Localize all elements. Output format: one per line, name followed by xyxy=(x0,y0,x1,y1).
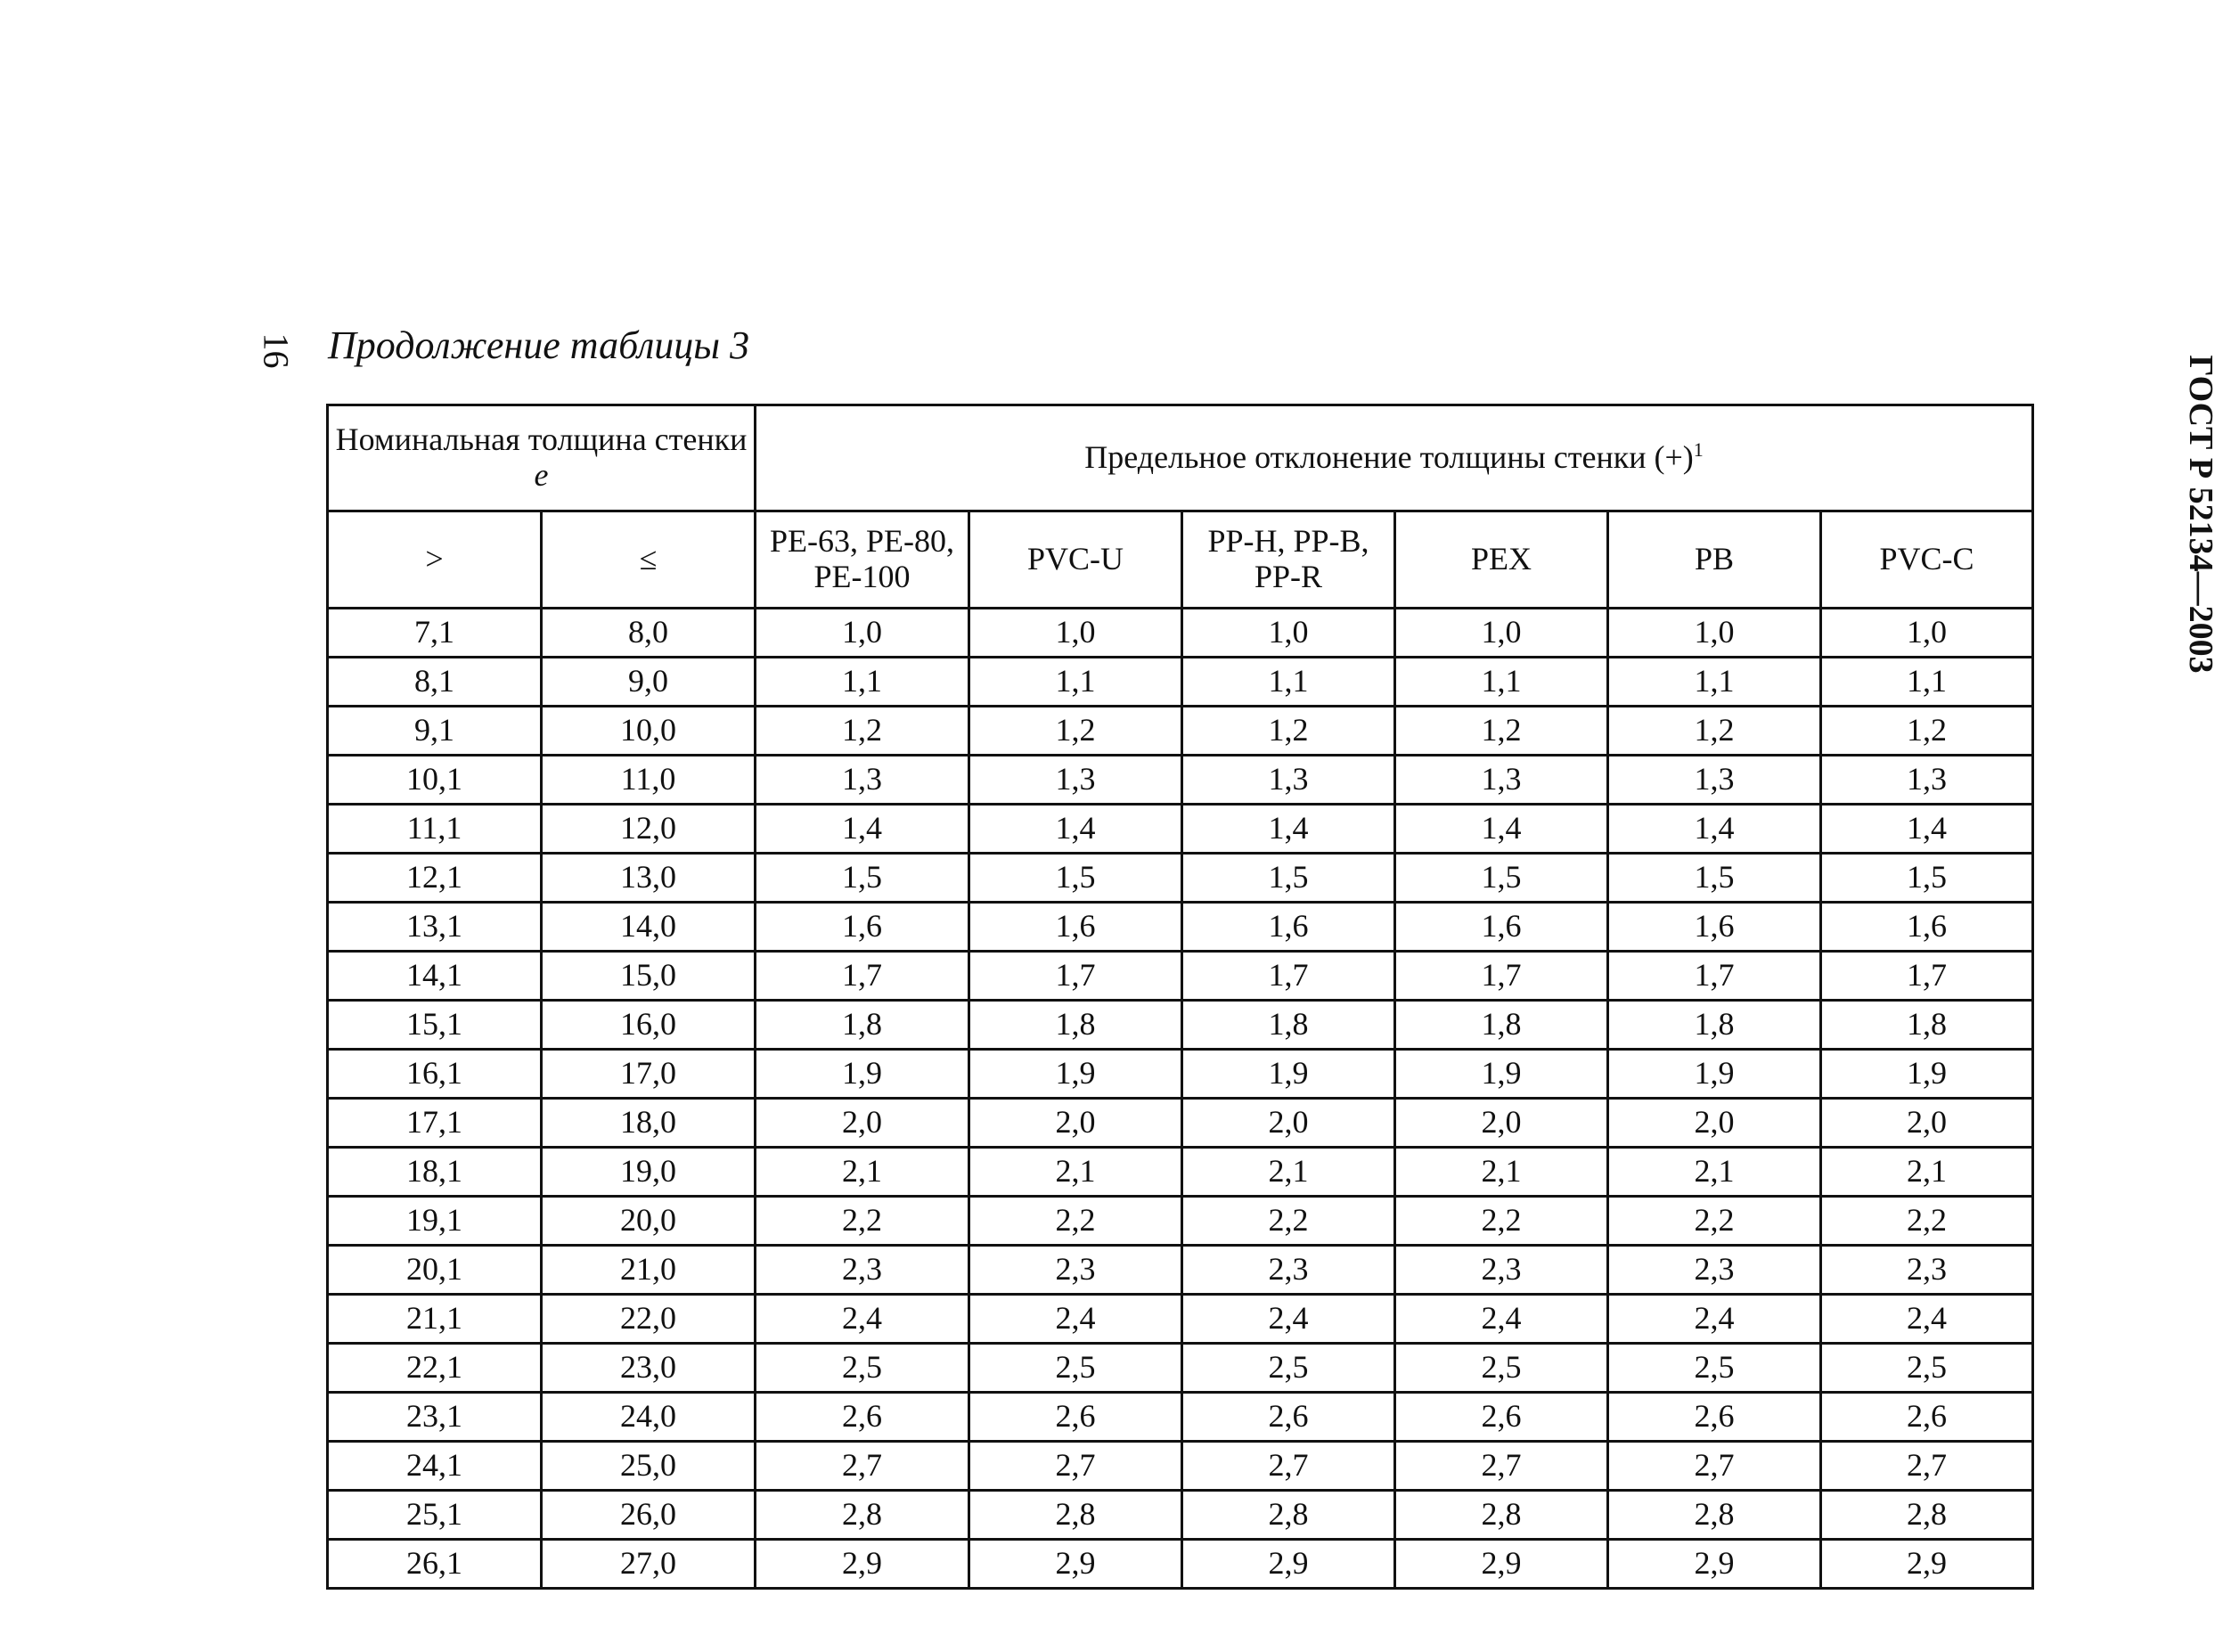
table-cell: 18,0 xyxy=(542,1099,756,1148)
table-cell: 2,1 xyxy=(1821,1148,2033,1197)
table-row xyxy=(328,756,2033,805)
table-cell: 1,3 xyxy=(1821,756,2033,805)
table-cell: 19,1 xyxy=(328,1197,542,1246)
table-cell: 2,5 xyxy=(1608,1344,1821,1393)
table-cell: 1,1 xyxy=(1821,658,2033,707)
table-body xyxy=(328,609,2033,1589)
table-cell: 2,0 xyxy=(1395,1099,1608,1148)
table-cell: 1,7 xyxy=(969,952,1182,1001)
table-cell: 1,3 xyxy=(756,756,969,805)
table-cell: 20,0 xyxy=(542,1197,756,1246)
table-cell: 1,2 xyxy=(1608,707,1821,756)
table-cell: 2,1 xyxy=(1608,1148,1821,1197)
table-cell: 2,0 xyxy=(1182,1099,1395,1148)
table-cell: 8,1 xyxy=(328,658,542,707)
table-cell: 1,9 xyxy=(756,1050,969,1099)
table-cell: 1,5 xyxy=(1182,854,1395,903)
table-row xyxy=(328,707,2033,756)
table-cell: 26,1 xyxy=(328,1540,542,1589)
table-cell: 2,9 xyxy=(1182,1540,1395,1589)
table-cell: 1,0 xyxy=(1608,609,1821,658)
header-nominal-var: e xyxy=(534,457,549,493)
table-cell: 11,0 xyxy=(542,756,756,805)
table-cell: 10,0 xyxy=(542,707,756,756)
table-cell: 1,4 xyxy=(1395,805,1608,854)
table-cell: 2,1 xyxy=(756,1148,969,1197)
table-cell: 9,1 xyxy=(328,707,542,756)
table-cell: 1,2 xyxy=(969,707,1182,756)
table-cell: 10,1 xyxy=(328,756,542,805)
table-cell: 24,1 xyxy=(328,1442,542,1491)
table-cell: 23,1 xyxy=(328,1393,542,1442)
table-row xyxy=(328,609,2033,658)
header-material: PP-H, PP-B, PP-R xyxy=(1182,511,1395,609)
table-cell: 9,0 xyxy=(542,658,756,707)
header-material: PVC-U xyxy=(969,511,1182,609)
table-cell: 2,5 xyxy=(1821,1344,2033,1393)
table-cell: 2,4 xyxy=(969,1295,1182,1344)
table-cell: 2,3 xyxy=(756,1246,969,1295)
table-cell: 1,9 xyxy=(969,1050,1182,1099)
table-cell: 2,8 xyxy=(1182,1491,1395,1540)
table-cell: 1,7 xyxy=(1182,952,1395,1001)
table-row xyxy=(328,1491,2033,1540)
header-deviation-footnote: 1 xyxy=(1693,438,1704,462)
table-row xyxy=(328,1197,2033,1246)
table-cell: 2,2 xyxy=(969,1197,1182,1246)
table-row xyxy=(328,854,2033,903)
table-cell: 2,4 xyxy=(1395,1295,1608,1344)
table-cell: 1,7 xyxy=(1608,952,1821,1001)
table-cell: 1,6 xyxy=(1395,903,1608,952)
table-cell: 14,1 xyxy=(328,952,542,1001)
header-material: PVC-C xyxy=(1821,511,2033,609)
table-cell: 2,1 xyxy=(969,1148,1182,1197)
table-cell: 2,8 xyxy=(1608,1491,1821,1540)
header-material: PE-63, PE-80, PE-100 xyxy=(756,511,969,609)
table-cell: 2,7 xyxy=(1821,1442,2033,1491)
table-cell: 1,2 xyxy=(756,707,969,756)
table-row xyxy=(328,1246,2033,1295)
table-cell: 1,5 xyxy=(1395,854,1608,903)
table-row xyxy=(328,1295,2033,1344)
table-cell: 1,6 xyxy=(1182,903,1395,952)
table-cell: 17,0 xyxy=(542,1050,756,1099)
table-cell: 26,0 xyxy=(542,1491,756,1540)
table-cell: 1,9 xyxy=(1821,1050,2033,1099)
table-row xyxy=(328,805,2033,854)
table-caption: Продолжение таблицы 3 xyxy=(328,323,750,367)
table-cell: 17,1 xyxy=(328,1099,542,1148)
header-material: PEX xyxy=(1395,511,1608,609)
table-cell: 21,1 xyxy=(328,1295,542,1344)
table-row xyxy=(328,1099,2033,1148)
table-cell: 22,0 xyxy=(542,1295,756,1344)
table-cell: 1,8 xyxy=(1608,1001,1821,1050)
table-cell: 1,4 xyxy=(756,805,969,854)
table-cell: 2,9 xyxy=(1395,1540,1608,1589)
table-row xyxy=(328,1540,2033,1589)
table-cell: 13,0 xyxy=(542,854,756,903)
table-cell: 2,7 xyxy=(1395,1442,1608,1491)
table-cell: 2,6 xyxy=(1821,1393,2033,1442)
header-deviation-text: Предельное отклонение толщины стенки (+) xyxy=(1084,439,1694,476)
table-cell: 1,2 xyxy=(1821,707,2033,756)
table-cell: 1,4 xyxy=(1608,805,1821,854)
table-cell: 1,4 xyxy=(969,805,1182,854)
table-cell: 1,0 xyxy=(756,609,969,658)
table-cell: 16,0 xyxy=(542,1001,756,1050)
table-cell: 2,5 xyxy=(1395,1344,1608,1393)
table-cell: 2,2 xyxy=(1182,1197,1395,1246)
table-cell: 1,1 xyxy=(1395,658,1608,707)
table-cell: 2,1 xyxy=(1182,1148,1395,1197)
table-cell: 1,9 xyxy=(1608,1050,1821,1099)
table-cell: 25,1 xyxy=(328,1491,542,1540)
table-cell: 21,0 xyxy=(542,1246,756,1295)
standard-code: ГОСТ Р 52134—2003 xyxy=(2182,355,2219,674)
table-cell: 2,2 xyxy=(1395,1197,1608,1246)
table-cell: 1,4 xyxy=(1821,805,2033,854)
table-cell: 1,3 xyxy=(1182,756,1395,805)
header-material: PB xyxy=(1608,511,1821,609)
table-cell: 1,2 xyxy=(1182,707,1395,756)
table-cell: 2,3 xyxy=(1395,1246,1608,1295)
table-cell: 2,3 xyxy=(1821,1246,2033,1295)
header-deviation xyxy=(756,405,2033,511)
table-row xyxy=(328,1050,2033,1099)
table-cell: 15,0 xyxy=(542,952,756,1001)
table-cell: 1,0 xyxy=(969,609,1182,658)
table-cell: 1,5 xyxy=(1608,854,1821,903)
table-cell: 2,9 xyxy=(1608,1540,1821,1589)
table-row xyxy=(328,1148,2033,1197)
table-cell: 2,8 xyxy=(1821,1491,2033,1540)
table-cell: 19,0 xyxy=(542,1148,756,1197)
table-cell: 1,6 xyxy=(756,903,969,952)
table-cell: 1,9 xyxy=(1395,1050,1608,1099)
table-cell: 1,8 xyxy=(756,1001,969,1050)
table-row xyxy=(328,658,2033,707)
table-cell: 2,1 xyxy=(1395,1148,1608,1197)
table-cell: 1,3 xyxy=(1608,756,1821,805)
table-cell: 1,5 xyxy=(756,854,969,903)
table-cell: 27,0 xyxy=(542,1540,756,1589)
table-cell: 1,1 xyxy=(969,658,1182,707)
table-cell: 2,6 xyxy=(1395,1393,1608,1442)
table-cell: 7,1 xyxy=(328,609,542,658)
page-number: 16 xyxy=(256,332,297,369)
table-cell: 2,2 xyxy=(1608,1197,1821,1246)
table-cell: 2,3 xyxy=(1608,1246,1821,1295)
table-cell: 20,1 xyxy=(328,1246,542,1295)
table-cell: 1,0 xyxy=(1821,609,2033,658)
table-cell: 1,0 xyxy=(1182,609,1395,658)
table-cell: 2,9 xyxy=(756,1540,969,1589)
table-row xyxy=(328,1001,2033,1050)
table-cell: 1,5 xyxy=(969,854,1182,903)
tolerance-table xyxy=(326,404,2034,1590)
table-cell: 2,8 xyxy=(969,1491,1182,1540)
table-cell: 2,9 xyxy=(969,1540,1182,1589)
table-cell: 2,5 xyxy=(756,1344,969,1393)
table-cell: 2,6 xyxy=(756,1393,969,1442)
table-cell: 2,0 xyxy=(969,1099,1182,1148)
table-cell: 12,0 xyxy=(542,805,756,854)
table-cell: 2,8 xyxy=(756,1491,969,1540)
table-cell: 8,0 xyxy=(542,609,756,658)
table-cell: 2,7 xyxy=(1182,1442,1395,1491)
table-cell: 2,7 xyxy=(1608,1442,1821,1491)
table-cell: 1,8 xyxy=(969,1001,1182,1050)
table-cell: 2,5 xyxy=(1182,1344,1395,1393)
table-cell: 1,3 xyxy=(1395,756,1608,805)
table-cell: 1,8 xyxy=(1395,1001,1608,1050)
table-cell: 1,7 xyxy=(756,952,969,1001)
table-row xyxy=(328,1442,2033,1491)
table-cell: 2,6 xyxy=(969,1393,1182,1442)
header-gt: > xyxy=(328,511,542,609)
table-cell: 1,7 xyxy=(1821,952,2033,1001)
table-row xyxy=(328,952,2033,1001)
table-cell: 11,1 xyxy=(328,805,542,854)
table-cell: 1,6 xyxy=(969,903,1182,952)
table-cell: 2,0 xyxy=(1608,1099,1821,1148)
table-cell: 2,5 xyxy=(969,1344,1182,1393)
table-row xyxy=(328,1393,2033,1442)
table-cell: 2,7 xyxy=(969,1442,1182,1491)
table-cell: 2,7 xyxy=(756,1442,969,1491)
table-cell: 1,3 xyxy=(969,756,1182,805)
table-cell: 1,1 xyxy=(1182,658,1395,707)
table-row xyxy=(328,903,2033,952)
header-nominal-thickness xyxy=(328,405,756,511)
table-cell: 1,1 xyxy=(1608,658,1821,707)
table-cell: 18,1 xyxy=(328,1148,542,1197)
table-cell: 2,4 xyxy=(1182,1295,1395,1344)
table-cell: 2,8 xyxy=(1395,1491,1608,1540)
table-cell: 12,1 xyxy=(328,854,542,903)
table-cell: 2,2 xyxy=(756,1197,969,1246)
table-cell: 25,0 xyxy=(542,1442,756,1491)
table-cell: 1,4 xyxy=(1182,805,1395,854)
table-cell: 2,0 xyxy=(1821,1099,2033,1148)
table-cell: 16,1 xyxy=(328,1050,542,1099)
table-cell: 2,2 xyxy=(1821,1197,2033,1246)
table-cell: 2,4 xyxy=(756,1295,969,1344)
table-cell: 2,4 xyxy=(1821,1295,2033,1344)
table-cell: 2,3 xyxy=(1182,1246,1395,1295)
table-cell: 2,4 xyxy=(1608,1295,1821,1344)
table-cell: 2,0 xyxy=(756,1099,969,1148)
table-cell: 1,2 xyxy=(1395,707,1608,756)
header-le: ≤ xyxy=(542,511,756,609)
table-cell: 1,7 xyxy=(1395,952,1608,1001)
table-cell: 1,9 xyxy=(1182,1050,1395,1099)
table-cell: 1,6 xyxy=(1608,903,1821,952)
table-cell: 2,6 xyxy=(1182,1393,1395,1442)
table-cell: 1,1 xyxy=(756,658,969,707)
table-cell: 23,0 xyxy=(542,1344,756,1393)
table-cell: 1,6 xyxy=(1821,903,2033,952)
table-cell: 22,1 xyxy=(328,1344,542,1393)
table-cell: 14,0 xyxy=(542,903,756,952)
table-cell: 1,8 xyxy=(1821,1001,2033,1050)
table-cell: 2,9 xyxy=(1821,1540,2033,1589)
table-cell: 15,1 xyxy=(328,1001,542,1050)
table-cell: 1,5 xyxy=(1821,854,2033,903)
table-cell: 2,6 xyxy=(1608,1393,1821,1442)
table-row xyxy=(328,1344,2033,1393)
table-cell: 1,8 xyxy=(1182,1001,1395,1050)
table-cell: 2,3 xyxy=(969,1246,1182,1295)
table-cell: 13,1 xyxy=(328,903,542,952)
header-nominal-text: Номинальная толщина стенки xyxy=(335,421,748,458)
table-cell: 1,0 xyxy=(1395,609,1608,658)
table-cell: 24,0 xyxy=(542,1393,756,1442)
